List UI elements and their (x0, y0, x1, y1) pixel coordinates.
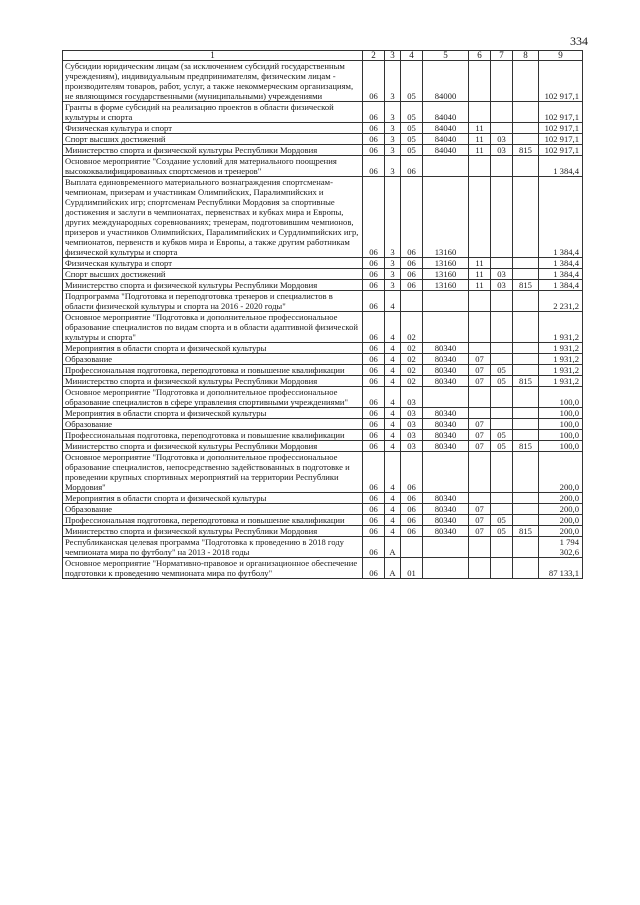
subsection-cell (491, 156, 513, 177)
page-number: 334 (570, 34, 588, 48)
code-cell: 01 (401, 558, 423, 579)
department-cell: 815 (513, 441, 539, 452)
table-row (63, 61, 583, 102)
section-cell (469, 493, 491, 504)
section-cell: 11 (469, 123, 491, 134)
code-cell: 03 (401, 408, 423, 419)
amount-cell: 1 931,2 (539, 343, 583, 354)
column-header: 5 (423, 51, 469, 61)
column-header: 4 (401, 51, 423, 61)
amount-cell: 102 917,1 (539, 145, 583, 156)
table-row (63, 258, 583, 269)
code-cell: 06 (401, 504, 423, 515)
section-cell (469, 343, 491, 354)
code-cell: 80340 (423, 504, 469, 515)
amount-cell: 200,0 (539, 493, 583, 504)
amount-cell: 100,0 (539, 408, 583, 419)
code-cell: 80340 (423, 365, 469, 376)
code-cell: 06 (401, 177, 423, 258)
table-row (63, 504, 583, 515)
subsection-cell (491, 123, 513, 134)
section-cell (469, 312, 491, 343)
code-cell: 3 (385, 156, 401, 177)
subsection-cell: 03 (491, 145, 513, 156)
table-row (63, 145, 583, 156)
code-cell: 06 (363, 312, 385, 343)
code-cell: 4 (385, 515, 401, 526)
code-cell: 80340 (423, 493, 469, 504)
column-header: 6 (469, 51, 491, 61)
table-row (63, 537, 583, 558)
subsection-cell: 03 (491, 269, 513, 280)
code-cell: 06 (363, 61, 385, 102)
amount-cell: 1 931,2 (539, 312, 583, 343)
row-name-cell: Основное мероприятие "Подготовка и дополнительное профессиональное образование специалистов в сфере управления спортивными учреждениями" (63, 387, 363, 408)
budget-table (62, 50, 583, 579)
code-cell (423, 291, 469, 312)
table-row (63, 134, 583, 145)
code-cell: 06 (363, 441, 385, 452)
code-cell: 80340 (423, 526, 469, 537)
section-cell: 11 (469, 145, 491, 156)
code-cell: 06 (363, 343, 385, 354)
code-cell: 4 (385, 452, 401, 493)
table-row (63, 515, 583, 526)
code-cell: 06 (363, 145, 385, 156)
section-cell: 11 (469, 280, 491, 291)
code-cell: 05 (401, 61, 423, 102)
code-cell: 06 (363, 504, 385, 515)
code-cell: 05 (401, 145, 423, 156)
code-cell: 06 (363, 387, 385, 408)
code-cell: 06 (363, 134, 385, 145)
section-cell (469, 291, 491, 312)
row-name-cell: Основное мероприятие "Подготовка и дополнительное профессиональное образование специалистов, непосредственно задействованных в подготовке и проведении крупных спортивных мероприятий на территории Республики Мордовия" (63, 452, 363, 493)
column-header: 9 (539, 51, 583, 61)
code-cell: А (385, 558, 401, 579)
table-row (63, 312, 583, 343)
section-cell: 07 (469, 354, 491, 365)
subsection-cell (491, 452, 513, 493)
code-cell: 3 (385, 280, 401, 291)
section-cell: 07 (469, 441, 491, 452)
department-cell: 815 (513, 376, 539, 387)
table-row (63, 419, 583, 430)
department-cell (513, 102, 539, 123)
row-name-cell: Основное мероприятие "Нормативно-правовое и организационное обеспечение подготовки к проведению чемпионата мира по футболу" (63, 558, 363, 579)
code-cell: 4 (385, 504, 401, 515)
row-name-cell: Профессиональная подготовка, переподготовка и повышение квалификации (63, 430, 363, 441)
code-cell: 03 (401, 441, 423, 452)
section-cell (469, 387, 491, 408)
code-cell: 4 (385, 408, 401, 419)
code-cell: 06 (363, 537, 385, 558)
table-row (63, 558, 583, 579)
row-name-cell: Министерство спорта и физической культуры Республики Мордовия (63, 441, 363, 452)
column-header: 8 (513, 51, 539, 61)
row-name-cell: Республиканская целевая программа "Подготовка к проведению в 2018 году чемпионата мира по футболу" на 2013 - 2018 годы (63, 537, 363, 558)
code-cell: 06 (363, 156, 385, 177)
subsection-cell (491, 354, 513, 365)
amount-cell: 200,0 (539, 452, 583, 493)
code-cell: 03 (401, 419, 423, 430)
subsection-cell (491, 312, 513, 343)
row-name-cell: Профессиональная подготовка, переподготовка и повышение квалификации (63, 515, 363, 526)
table-row (63, 177, 583, 258)
section-cell: 11 (469, 269, 491, 280)
code-cell: 80340 (423, 343, 469, 354)
code-cell: 06 (363, 493, 385, 504)
code-cell: 06 (363, 376, 385, 387)
department-cell (513, 558, 539, 579)
amount-cell: 1 384,4 (539, 177, 583, 258)
amount-cell: 100,0 (539, 441, 583, 452)
amount-cell: 1 931,2 (539, 354, 583, 365)
code-cell: 3 (385, 134, 401, 145)
subsection-cell (491, 61, 513, 102)
row-name-cell: Субсидии юридическим лицам (за исключением субсидий государственным учреждениям), индивидуальным предпринимателям, физическим лицам - производителям товаров, работ, услуг, а также некоммерческим организациям, не являющимся государственными (муниципальными) учреждениями (63, 61, 363, 102)
subsection-cell: 03 (491, 280, 513, 291)
section-cell: 07 (469, 419, 491, 430)
code-cell: 4 (385, 493, 401, 504)
code-cell: 4 (385, 441, 401, 452)
code-cell: 06 (363, 177, 385, 258)
amount-cell: 102 917,1 (539, 134, 583, 145)
department-cell (513, 291, 539, 312)
code-cell: 06 (401, 258, 423, 269)
row-name-cell: Министерство спорта и физической культуры Республики Мордовия (63, 526, 363, 537)
subsection-cell (491, 408, 513, 419)
row-name-cell: Образование (63, 504, 363, 515)
amount-cell: 1 384,4 (539, 269, 583, 280)
amount-cell: 1 931,2 (539, 365, 583, 376)
table-row (63, 430, 583, 441)
code-cell: 3 (385, 177, 401, 258)
code-cell (423, 387, 469, 408)
department-cell (513, 354, 539, 365)
row-name-cell: Подпрограмма "Подготовка и переподготовка тренеров и специалистов в области физической культуры и спорта на 2016 - 2020 годы" (63, 291, 363, 312)
subsection-cell (491, 537, 513, 558)
department-cell (513, 452, 539, 493)
table-row (63, 365, 583, 376)
subsection-cell (491, 291, 513, 312)
code-cell: 02 (401, 365, 423, 376)
amount-cell: 200,0 (539, 526, 583, 537)
section-cell: 07 (469, 376, 491, 387)
code-cell: 4 (385, 387, 401, 408)
column-header: 1 (63, 51, 363, 61)
code-cell: 80340 (423, 419, 469, 430)
code-cell: 06 (363, 280, 385, 291)
code-cell: 02 (401, 343, 423, 354)
amount-cell: 100,0 (539, 419, 583, 430)
department-cell (513, 537, 539, 558)
subsection-cell (491, 102, 513, 123)
section-cell: 11 (469, 258, 491, 269)
table-row (63, 343, 583, 354)
department-cell (513, 312, 539, 343)
code-cell: 06 (401, 280, 423, 291)
code-cell: 06 (363, 102, 385, 123)
code-cell: 06 (401, 515, 423, 526)
code-cell: 80340 (423, 354, 469, 365)
code-cell: 4 (385, 526, 401, 537)
code-cell: 06 (363, 269, 385, 280)
table-row (63, 102, 583, 123)
amount-cell: 1 794 302,6 (539, 537, 583, 558)
amount-cell: 102 917,1 (539, 123, 583, 134)
code-cell: 05 (401, 123, 423, 134)
section-cell: 07 (469, 526, 491, 537)
code-cell: А (385, 537, 401, 558)
code-cell: 03 (401, 387, 423, 408)
code-cell: 06 (401, 269, 423, 280)
subsection-cell: 05 (491, 430, 513, 441)
subsection-cell: 05 (491, 365, 513, 376)
code-cell: 4 (385, 291, 401, 312)
code-cell: 3 (385, 123, 401, 134)
code-cell: 02 (401, 312, 423, 343)
subsection-cell: 05 (491, 515, 513, 526)
code-cell: 06 (363, 452, 385, 493)
code-cell: 3 (385, 102, 401, 123)
row-name-cell: Министерство спорта и физической культуры Республики Мордовия (63, 376, 363, 387)
code-cell: 84040 (423, 123, 469, 134)
amount-cell: 102 917,1 (539, 102, 583, 123)
amount-cell: 1 384,4 (539, 258, 583, 269)
code-cell: 02 (401, 376, 423, 387)
code-cell: 4 (385, 365, 401, 376)
amount-cell: 200,0 (539, 504, 583, 515)
section-cell (469, 537, 491, 558)
code-cell: 4 (385, 376, 401, 387)
table-row (63, 441, 583, 452)
section-cell: 11 (469, 134, 491, 145)
subsection-cell (491, 419, 513, 430)
code-cell: 06 (363, 123, 385, 134)
code-cell: 80340 (423, 430, 469, 441)
department-cell (513, 177, 539, 258)
table-row (63, 376, 583, 387)
column-header: 3 (385, 51, 401, 61)
code-cell: 02 (401, 354, 423, 365)
code-cell (423, 452, 469, 493)
code-cell: 84000 (423, 61, 469, 102)
section-cell: 07 (469, 430, 491, 441)
table-row (63, 291, 583, 312)
code-cell: 80340 (423, 515, 469, 526)
row-name-cell: Спорт высших достижений (63, 269, 363, 280)
section-cell (469, 558, 491, 579)
code-cell (423, 156, 469, 177)
row-name-cell: Образование (63, 354, 363, 365)
code-cell: 4 (385, 419, 401, 430)
table-row (63, 269, 583, 280)
section-cell (469, 102, 491, 123)
section-cell (469, 61, 491, 102)
department-cell (513, 515, 539, 526)
amount-cell: 87 133,1 (539, 558, 583, 579)
table-row (63, 526, 583, 537)
row-name-cell: Мероприятия в области спорта и физической культуры (63, 493, 363, 504)
code-cell (423, 537, 469, 558)
subsection-cell (491, 493, 513, 504)
subsection-cell: 05 (491, 441, 513, 452)
section-cell (469, 156, 491, 177)
code-cell (401, 537, 423, 558)
section-cell: 07 (469, 504, 491, 515)
table-row (63, 123, 583, 134)
amount-cell: 200,0 (539, 515, 583, 526)
code-cell: 06 (363, 408, 385, 419)
code-cell: 4 (385, 343, 401, 354)
row-name-cell: Профессиональная подготовка, переподготовка и повышение квалификации (63, 365, 363, 376)
code-cell: 06 (363, 430, 385, 441)
department-cell (513, 343, 539, 354)
code-cell: 84040 (423, 134, 469, 145)
department-cell (513, 387, 539, 408)
code-cell: 80340 (423, 376, 469, 387)
department-cell (513, 269, 539, 280)
department-cell (513, 430, 539, 441)
department-cell: 815 (513, 145, 539, 156)
code-cell: 06 (363, 258, 385, 269)
subsection-cell (491, 177, 513, 258)
amount-cell: 100,0 (539, 430, 583, 441)
code-cell (401, 291, 423, 312)
subsection-cell (491, 343, 513, 354)
row-name-cell: Физическая культура и спорт (63, 123, 363, 134)
department-cell: 815 (513, 526, 539, 537)
code-cell: 84040 (423, 145, 469, 156)
amount-cell: 1 384,4 (539, 156, 583, 177)
code-cell: 06 (363, 365, 385, 376)
table-header-row (63, 51, 583, 61)
amount-cell: 1 931,2 (539, 376, 583, 387)
subsection-cell (491, 258, 513, 269)
code-cell: 3 (385, 61, 401, 102)
department-cell (513, 156, 539, 177)
code-cell: 05 (401, 134, 423, 145)
section-cell (469, 408, 491, 419)
row-name-cell: Основное мероприятие "Подготовка и дополнительное профессиональное образование специалистов по видам спорта и в области адаптивной физической культуры и спорта" (63, 312, 363, 343)
code-cell: 03 (401, 430, 423, 441)
code-cell: 13160 (423, 177, 469, 258)
table-row (63, 387, 583, 408)
code-cell: 84040 (423, 102, 469, 123)
row-name-cell: Образование (63, 419, 363, 430)
column-header: 2 (363, 51, 385, 61)
row-name-cell: Выплата единовременного материального вознаграждения спортсменам-чемпионам, призерам и участникам Олимпийских, Паралимпийских и Сурдлимпийских игр; спортсменам Республики Мордовия за спортивные достижения и заслуги в чемпионатах, первенствах и кубках мира и Европы, других международных соревнованиях; тренерам, подготовившим чемпионов, призеров и участников Олимпийских, Паралимпийских и Сурдлимпийских игр, чемпионатов, первенств и кубков мира и Европы, а также другим работникам физической культуры и спорта (63, 177, 363, 258)
code-cell: 3 (385, 258, 401, 269)
row-name-cell: Министерство спорта и физической культуры Республики Мордовия (63, 280, 363, 291)
row-name-cell: Мероприятия в области спорта и физической культуры (63, 408, 363, 419)
code-cell: 06 (363, 419, 385, 430)
department-cell (513, 123, 539, 134)
subsection-cell (491, 504, 513, 515)
table-row (63, 452, 583, 493)
code-cell: 3 (385, 269, 401, 280)
table-row (63, 280, 583, 291)
code-cell: 13160 (423, 269, 469, 280)
row-name-cell: Основное мероприятие "Создание условий для материального поощрения высококвалифицированных спортсменов и тренеров" (63, 156, 363, 177)
department-cell (513, 408, 539, 419)
code-cell: 06 (401, 493, 423, 504)
code-cell (423, 312, 469, 343)
department-cell (513, 134, 539, 145)
table-row (63, 493, 583, 504)
department-cell (513, 419, 539, 430)
department-cell (513, 504, 539, 515)
code-cell: 06 (363, 515, 385, 526)
code-cell: 4 (385, 312, 401, 343)
row-name-cell: Мероприятия в области спорта и физической культуры (63, 343, 363, 354)
code-cell: 05 (401, 102, 423, 123)
code-cell: 3 (385, 145, 401, 156)
section-cell: 07 (469, 515, 491, 526)
code-cell: 06 (363, 558, 385, 579)
code-cell: 06 (401, 526, 423, 537)
code-cell: 80340 (423, 441, 469, 452)
department-cell: 815 (513, 280, 539, 291)
section-cell (469, 177, 491, 258)
table-row (63, 156, 583, 177)
row-name-cell: Физическая культура и спорт (63, 258, 363, 269)
code-cell: 06 (363, 354, 385, 365)
row-name-cell: Министерство спорта и физической культуры Республики Мордовия (63, 145, 363, 156)
section-cell (469, 452, 491, 493)
code-cell: 06 (401, 156, 423, 177)
row-name-cell: Спорт высших достижений (63, 134, 363, 145)
subsection-cell (491, 558, 513, 579)
amount-cell: 2 231,2 (539, 291, 583, 312)
code-cell: 06 (363, 291, 385, 312)
subsection-cell: 05 (491, 526, 513, 537)
amount-cell: 102 917,1 (539, 61, 583, 102)
subsection-cell: 05 (491, 376, 513, 387)
department-cell (513, 493, 539, 504)
code-cell: 4 (385, 430, 401, 441)
code-cell: 4 (385, 354, 401, 365)
column-header: 7 (491, 51, 513, 61)
code-cell: 06 (363, 526, 385, 537)
table-row (63, 408, 583, 419)
department-cell (513, 61, 539, 102)
code-cell: 13160 (423, 280, 469, 291)
subsection-cell: 03 (491, 134, 513, 145)
amount-cell: 100,0 (539, 387, 583, 408)
code-cell (423, 558, 469, 579)
code-cell: 80340 (423, 408, 469, 419)
department-cell (513, 258, 539, 269)
section-cell: 07 (469, 365, 491, 376)
subsection-cell (491, 387, 513, 408)
code-cell: 06 (401, 452, 423, 493)
row-name-cell: Гранты в форме субсидий на реализацию проектов в области физической культуры и спорта (63, 102, 363, 123)
code-cell: 13160 (423, 258, 469, 269)
department-cell (513, 365, 539, 376)
table-row (63, 354, 583, 365)
amount-cell: 1 384,4 (539, 280, 583, 291)
